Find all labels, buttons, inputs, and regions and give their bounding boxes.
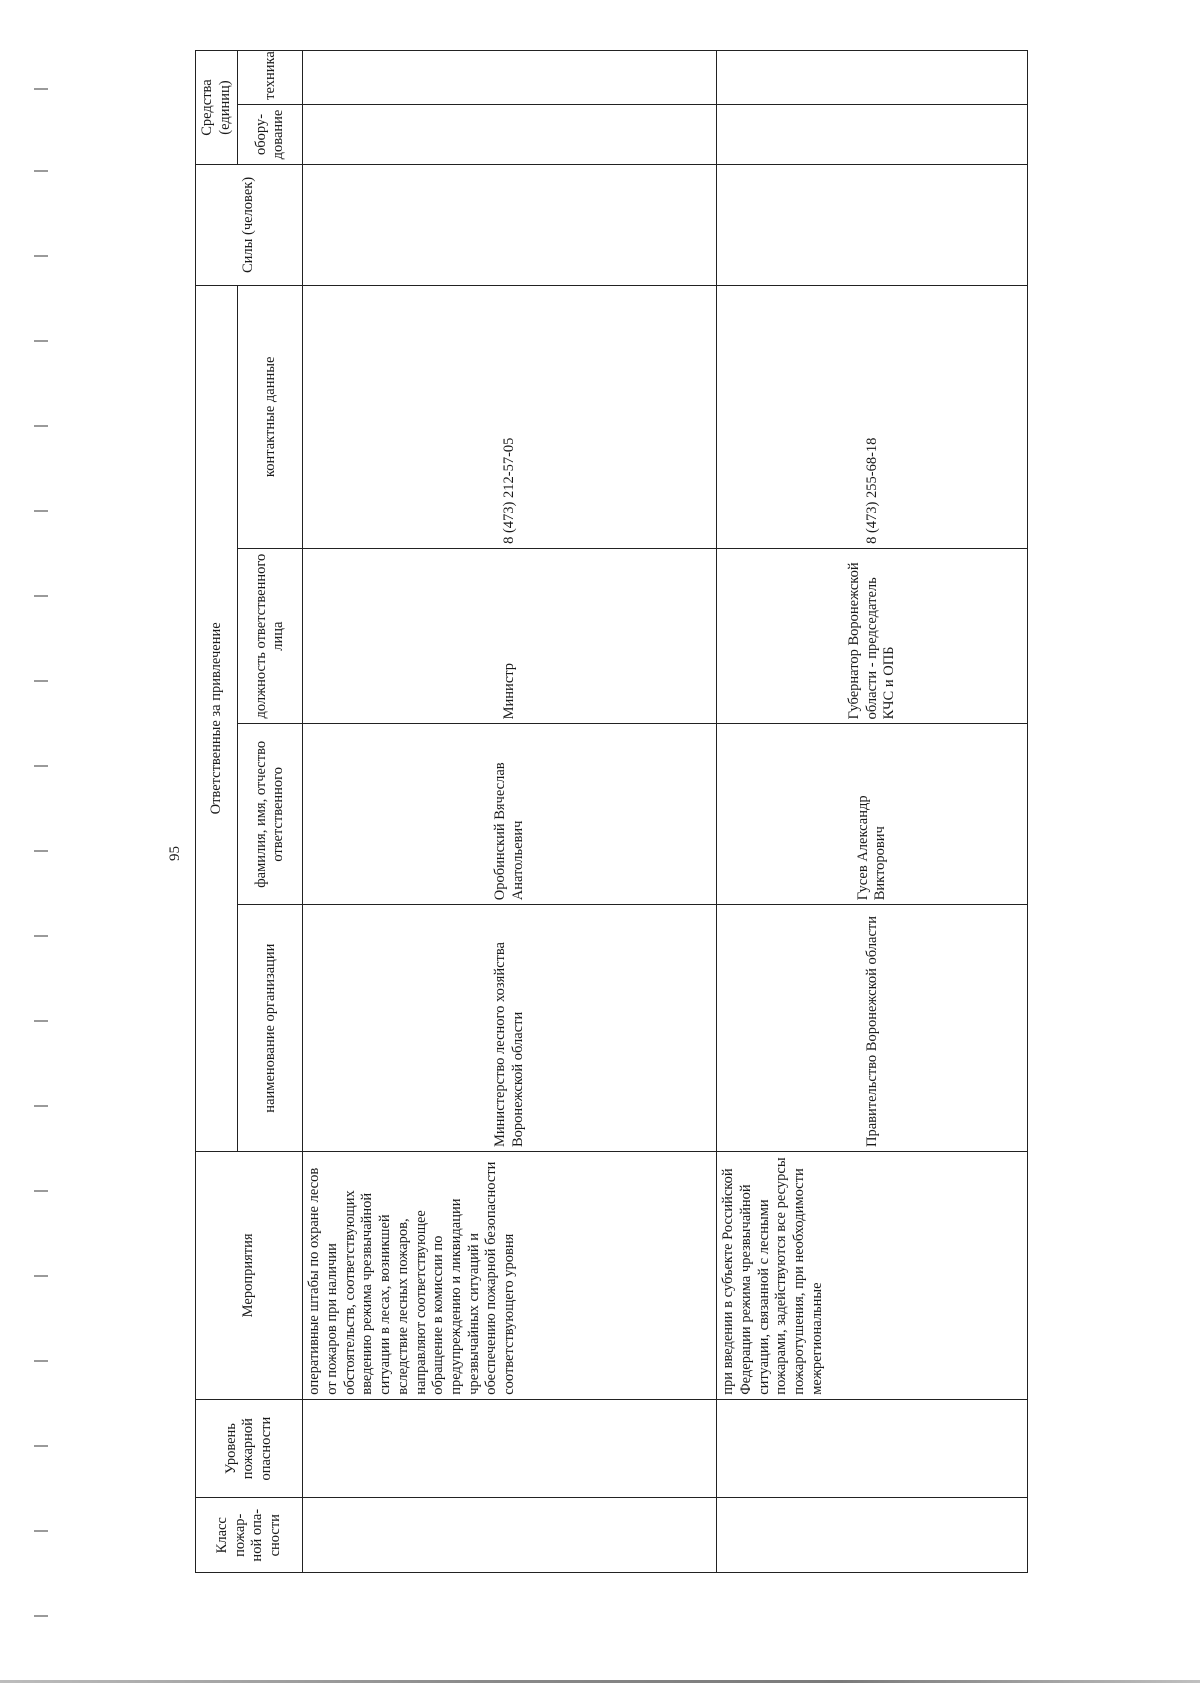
cell-fire-class [717,1498,1028,1573]
cell-fire-level [717,1399,1028,1498]
cell-full-name: Гусев Александр Викторович [717,724,1028,905]
scan-bottom-edge [0,1680,1200,1683]
header-organization: наименование организации [238,905,303,1152]
rotated-page-content [195,50,1009,1573]
header-forces: Силы (человек) [196,165,303,286]
cell-machinery [303,51,717,105]
cell-position: Министр [303,548,717,723]
header-measures: Мероприятия [196,1151,303,1399]
page-number: 95 [167,846,183,861]
header-full-name: фамилия, имя, отчество ответственного [238,724,303,905]
header-fire-level: Уровень пожарной опасности [196,1399,303,1498]
header-position: должность ответственного лица [238,548,303,723]
cell-equipment [303,104,717,164]
fire-measures-table [195,50,1028,1573]
cell-measures: при введении в субъекте Российской Федерации режима чрезвычайной ситуации, связанной с лесными пожарами, задействуются все ресурсы пожаротушения, при необходимости межрегиональные [717,1151,1028,1399]
cell-measures: оперативные штабы по охране лесов от пожаров при наличии обстоятельств, соответствующих введению режима чрезвычайной ситуации в лесах, возникшей вследствие лесных пожаров, направляют соответствующее обращение в комиссии по предупреждению и ликвидации чрезвычайных ситуаций и обеспечению пожарной безопасности соответствующего уровня [303,1151,717,1399]
cell-forces [303,165,717,286]
cell-contact: 8 (473) 255-68-18 [717,285,1028,548]
header-fire-class: Класс пожар-ной опа-сности [196,1498,303,1573]
cell-organization: Министерство лесного хозяйства Воронежской области [303,905,717,1152]
header-equipment: обору-дование [238,104,303,164]
cell-equipment [717,104,1028,164]
cell-position: Губернатор Воронежской области - председатель КЧС и ОПБ [717,548,1028,723]
cell-forces [717,165,1028,286]
cell-contact: 8 (473) 212-57-05 [303,285,717,548]
header-responsible-group: Ответственные за привлечение [196,285,238,1151]
header-contact: контактные данные [238,285,303,548]
cell-full-name: Оробинский Вячеслав Анатольевич [303,724,717,905]
cell-fire-level [303,1399,717,1498]
header-machinery: техника [238,51,303,105]
table-row [303,51,717,1573]
header-means-group: Средства (единиц) [196,51,238,165]
cell-fire-class [303,1498,717,1573]
cell-machinery [717,51,1028,105]
cell-organization: Правительство Воронежской области [717,905,1028,1152]
table-row [717,51,1028,1573]
binding-margin-ticks [0,0,60,1695]
